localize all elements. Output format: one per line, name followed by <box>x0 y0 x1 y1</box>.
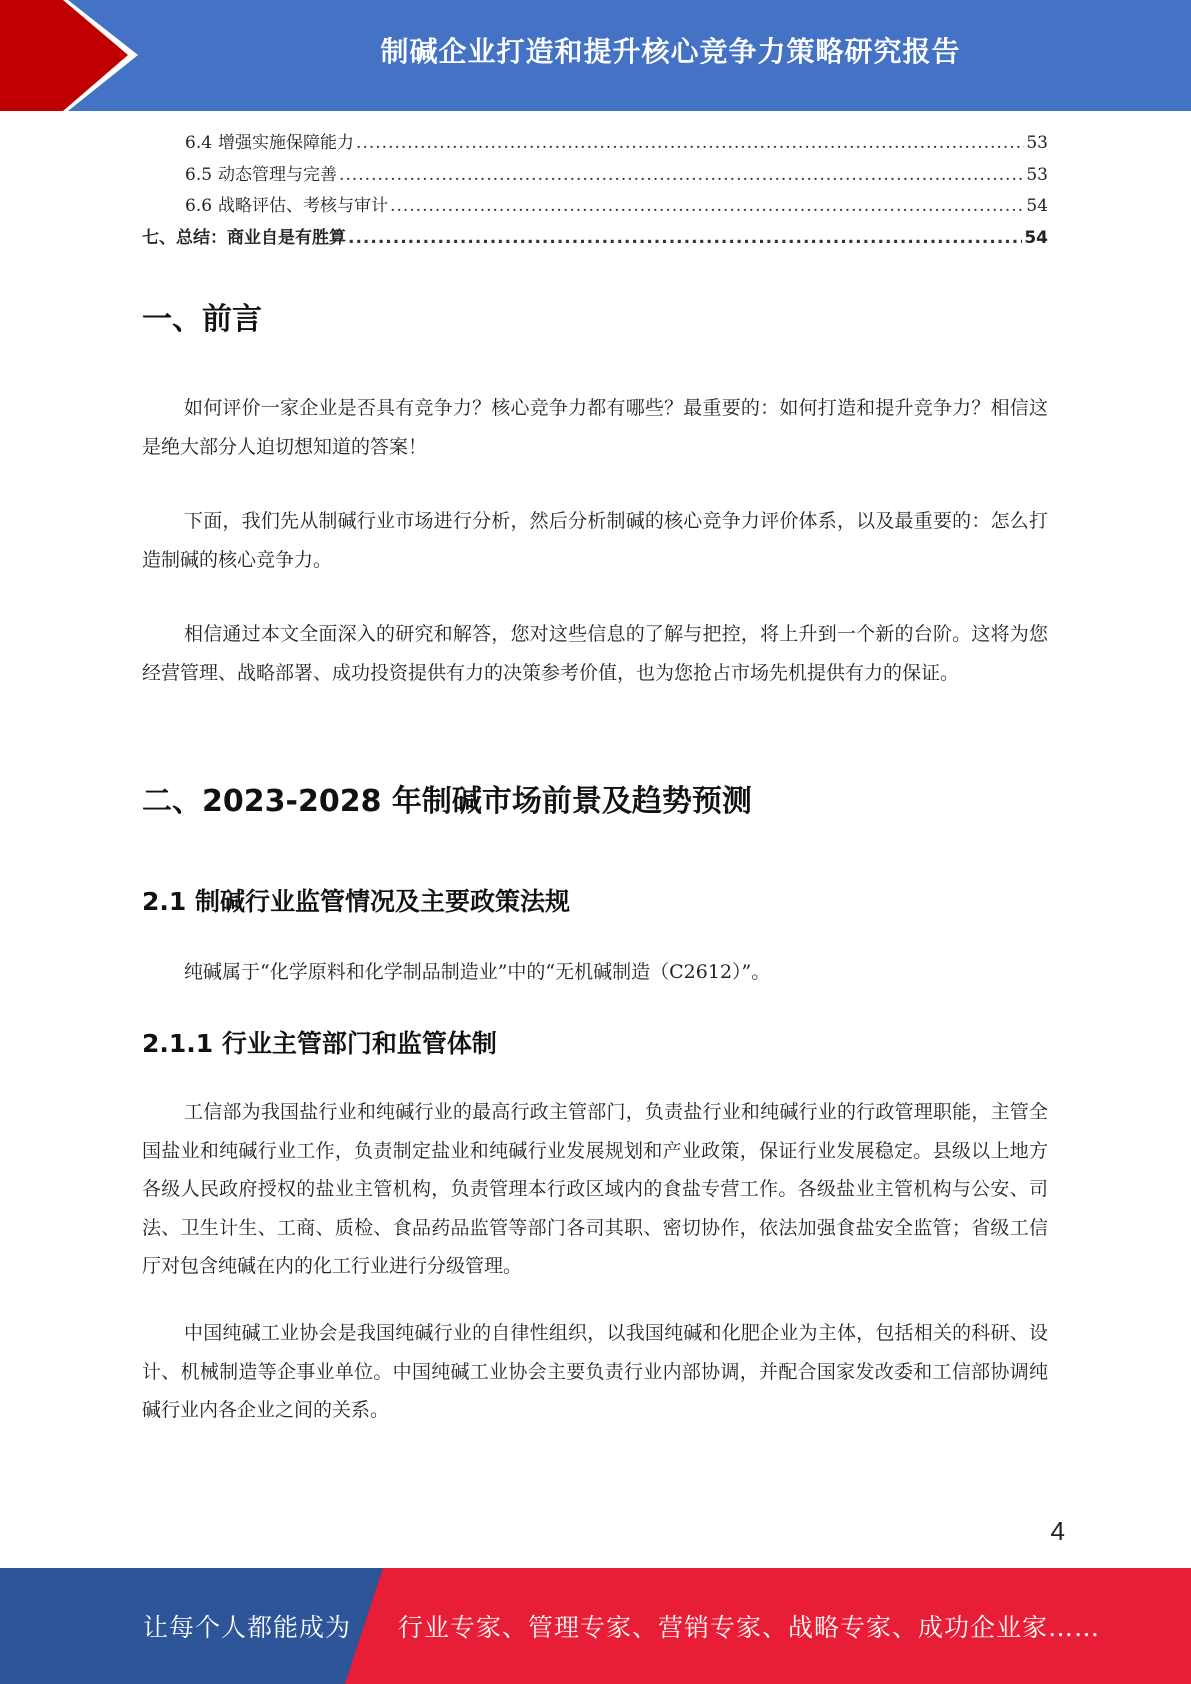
toc-entry[interactable] <box>142 128 1048 160</box>
toc-entry-number: 6.5 <box>185 164 213 185</box>
subsection-heading: 2.1 制碱行业监管情况及主要政策法规 <box>142 887 570 916</box>
body-paragraph: 工信部为我国盐行业和纯碱行业的最高行政主管部门，负责盐行业和纯碱行业的行政管理职能，主管全国盐业和纯碱行业工作，负责制定盐业和纯碱行业发展规划和产业政策，保证行业发展稳定。县级以上地方各级人民政府授权的盐业主管机构，负责管理本行政区域内的食盐专营工作。各级盐业主管机构与公安、司法、卫生计生、工商、质检、食品药品监管等部门各司其职、密切协作，依法加强食盐安全监管；省级工信厅对包含纯碱在内的化工行业进行分级管理。 <box>142 1101 1048 1277</box>
toc-entry-title: 增强实施保障能力 <box>218 133 355 153</box>
footer-slogan-left: 让每个人都能成为 <box>143 1613 352 1642</box>
toc-entry-title: 动态管理与完善 <box>218 164 338 185</box>
toc-entry-title: 战略评估、考核与审计 <box>218 196 389 216</box>
toc-leader-dots <box>339 160 1024 192</box>
toc-leader-dots <box>390 191 1024 223</box>
table-of-contents <box>142 128 1048 254</box>
toc-entry[interactable] <box>142 191 1048 223</box>
page-footer <box>0 1568 1191 1684</box>
section-heading: 一、前言 <box>142 302 262 337</box>
toc-entry-page: 54 <box>1026 196 1048 216</box>
toc-entry-number: 6.4 <box>185 133 213 153</box>
body-paragraph: 下面，我们先从制碱行业市场进行分析，然后分析制碱的核心竞争力评价体系，以及最重要的：怎么打造制碱的核心竞争力。 <box>142 510 1048 571</box>
body-paragraph: 相信通过本文全面深入的研究和解答，您对这些信息的了解与把控，将上升到一个新的台阶。这将为您经营管理、战略部署、成功投资提供有力的决策参考价值，也为您抢占市场先机提供有力的保证。 <box>142 623 1048 684</box>
footer-slogan-right: 行业专家、管理专家、营销专家、战略专家、成功企业家…… <box>398 1613 1101 1642</box>
toc-entry-page: 53 <box>1026 164 1048 185</box>
page-number: 4 <box>1050 1516 1065 1546</box>
toc-entry-page: 54 <box>1024 227 1048 248</box>
toc-entry[interactable] <box>142 223 1048 255</box>
body-paragraph: 中国纯碱工业协会是我国纯碱行业的自律性组织，以我国纯碱和化肥企业为主体，包括相关的科研、设计、机械制造等企事业单位。中国纯碱工业协会主要负责行业内部协调，并配合国家发改委和工信部协调纯碱行业内各企业之间的关系。 <box>142 1322 1048 1421</box>
body-paragraph: 如何评价一家企业是否具有竞争力？核心竞争力都有哪些？最重要的：如何打造和提升竞争力？相信这是绝大部分人迫切想知道的答案！ <box>142 397 1048 458</box>
body-paragraph: 纯碱属于“化学原料和化学制品制造业”中的“无机碱制造（C2612）”。 <box>184 961 771 983</box>
subsubsection-heading: 2.1.1 行业主管部门和监管体制 <box>142 1029 497 1058</box>
toc-leader-dots <box>356 128 1024 160</box>
toc-leader-dots <box>348 223 1022 255</box>
toc-entry-page: 53 <box>1026 133 1048 153</box>
toc-entry-title: 七、总结：商业自是有胜算 <box>142 227 346 248</box>
page-header <box>0 0 1191 111</box>
toc-entry[interactable] <box>142 160 1048 192</box>
header-title: 制碱企业打造和提升核心竞争力策略研究报告 <box>380 35 961 68</box>
toc-entry-number: 6.6 <box>185 196 213 216</box>
section-heading: 二、2023-2028 年制碱市场前景及趋势预测 <box>142 784 752 819</box>
